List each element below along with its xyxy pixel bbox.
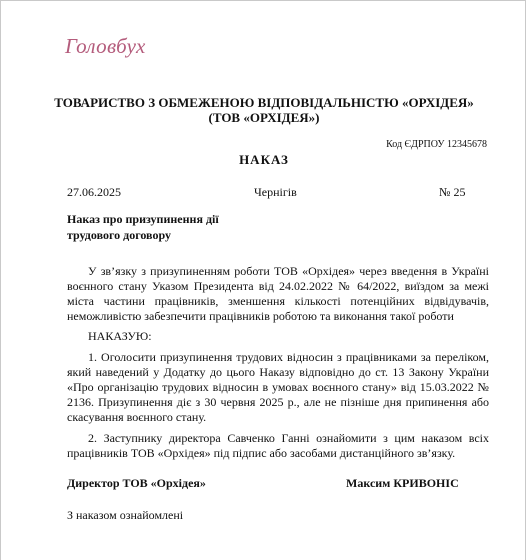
- order-date: 27.06.2025: [67, 185, 121, 199]
- signatory-position: Директор ТОВ «Орхідея»: [67, 476, 206, 490]
- company-name-line1: ТОВАРИСТВО З ОБМЕЖЕНОЮ ВІДПОВІДАЛЬНІСТЮ «ОРХІДЕЯ»: [54, 95, 474, 110]
- order-item-1: 1. Оголосити призупинення трудових відносин з працівниками за переліком, який наведений у Додатку до цього Наказу відповідно до ст. 13 Закону України «Про організацію трудових відносин в умовах воєнного стану» від 15.03.2022 № 2136. Призупинення діє з 30 червня 2025 р., але не пізніше дня припинення або скасування воєнного стану.: [67, 350, 489, 424]
- signatory-name: Максим КРИВОНІС: [346, 476, 459, 490]
- document-title: НАКАЗ: [239, 152, 289, 167]
- order-number: № 25: [439, 185, 466, 199]
- preamble-paragraph: У зв’язку з призупиненням роботи ТОВ «Орхідея» через введення в Україні воєнного стану Указом Президента від 24.02.2022 № 64/2022, виїздом за межі міста частини працівників, зменшення кількості потенційних відвідувачів, неможливістю забезпечити працівників роботою та виконання такої роботи: [67, 264, 489, 323]
- order-subject-line1: Наказ про призупинення дії: [67, 212, 219, 226]
- edrpou-code: Код ЄДРПОУ 12345678: [386, 139, 487, 150]
- acknowledgement-line: З наказом ознайомлені: [67, 508, 184, 522]
- order-keyword: НАКАЗУЮ:: [88, 329, 152, 343]
- order-subject-line2: трудового договору: [67, 228, 171, 242]
- order-subject: [67, 211, 219, 243]
- order-item-2: 2. Заступнику директора Савченко Ганні ознайомити з цим наказом всіх працівників ТОВ «Орхідея» під підпис або засобами дистанційного зв’язку.: [67, 431, 489, 460]
- company-name-line2: (ТОВ «ОРХІДЕЯ»): [208, 110, 320, 125]
- company-name: [1, 95, 527, 125]
- brand-logo: Головбух: [65, 34, 146, 58]
- order-city: Чернігів: [254, 185, 297, 199]
